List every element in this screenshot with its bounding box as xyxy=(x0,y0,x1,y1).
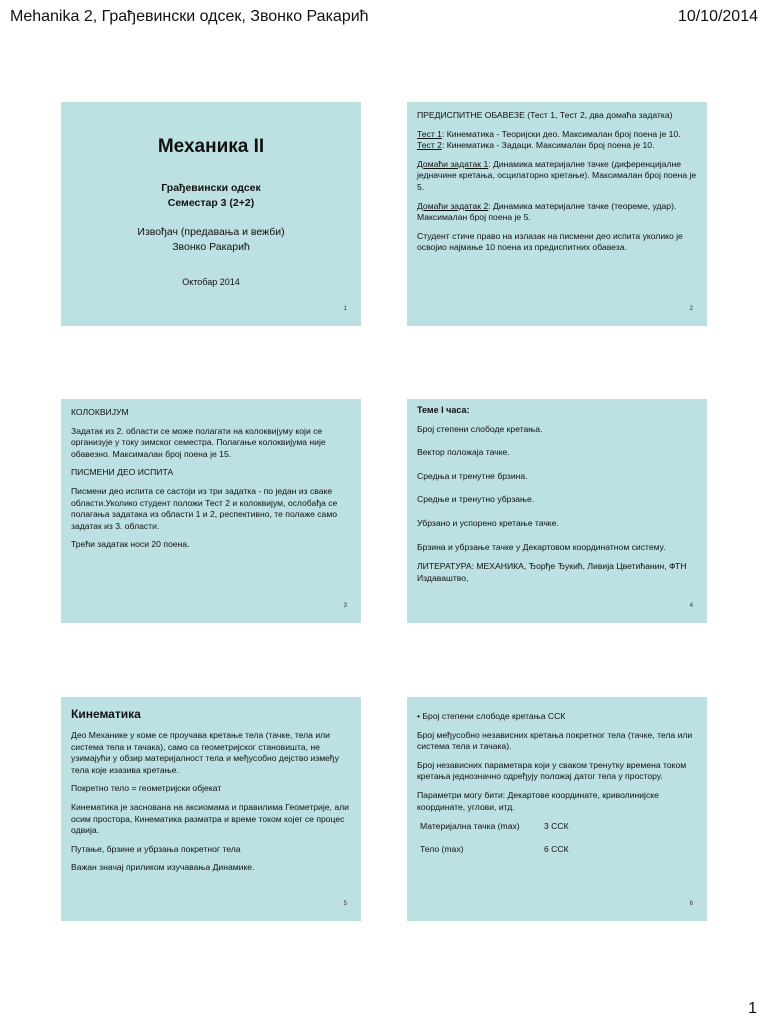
slide-3 xyxy=(61,399,361,623)
slide-number: 5 xyxy=(343,901,347,908)
colloquium-text: Задатак из 2. области се може полагати на колоквијуму који се организује у току зимског семестра. Полагање колоквијума није обавезно. Максималан број поена је 15. xyxy=(71,425,326,459)
slide-number: 6 xyxy=(689,901,693,908)
list-item: Важан значај приликом изучавања Динамике. xyxy=(71,862,255,873)
written-exam-heading: ПИСМЕНИ ДЕО ИСПИТА xyxy=(71,467,174,478)
slide-number: 3 xyxy=(343,603,347,610)
department: Грађевински одсек xyxy=(161,182,261,194)
list-item: Брзина и убрзање тачке у Декартовом координатном систему. xyxy=(417,541,666,552)
author-role: Извођач (предавања и вежби) xyxy=(137,226,285,238)
written-exam-text: Писмени део испита се састоји из три задатка - по један из сваке области.Уколико студент положи Тест 2 и колоквијум, ослобађа се полагања задатака из области 1 и 2, респективно, те полаже само задатак из 3. области. xyxy=(71,485,338,531)
slide-1-subtitle xyxy=(71,181,351,211)
homework-1-item xyxy=(417,159,697,194)
list-item: • Број степени слободе кретања ССК xyxy=(417,711,566,721)
page-number: 1 xyxy=(748,1000,757,1017)
document-header-date: 10/10/2014 xyxy=(677,8,758,25)
test-1-text: : Кинематика - Теоријски део. Максималан број поена је 10. xyxy=(441,128,681,139)
slide-1-title: Механика II xyxy=(157,136,265,157)
homework-2-text: : Динамика материјалне тачке (теореме, удар). Максималан број поена је 5. xyxy=(417,200,677,223)
dof-row-value: 3 ССК xyxy=(544,821,569,832)
dof-row-label: Материјална тачка (max) xyxy=(420,821,520,832)
homework-1-text: : Динамика материјалне тачке (диференцијалне једначине кретања, осцилаторно кретање). Максималан број поена је 5. xyxy=(417,158,697,192)
third-task-text: Трећи задатак носи 20 поена. xyxy=(71,539,190,550)
list-item: Убрзано и успорено кретање тачке. xyxy=(417,517,559,528)
list-item: Вектор положаја тачке. xyxy=(417,447,510,458)
exam-eligibility: Студент стиче право на излазак на писмени део испита уколико је освојио најмање 10 поена из предиспитних обавеза. xyxy=(417,230,683,253)
slide-5-title: Кинематика xyxy=(71,707,141,721)
slide-2-heading: ПРЕДИСПИТНЕ ОБАВЕЗЕ (Тест 1, Тест 2, два домаћа задатка) xyxy=(417,110,673,120)
dof-row-label: Тело (max) xyxy=(420,843,464,854)
list-item: Део Механике у коме се проучава кретање тела (тачке, тела или система тела и тачака), само са геометријског становишта, не узимајући у обзир материјалност тела и међусобно дејство између тела које изазива кретање. xyxy=(71,730,340,775)
list-item: Средња и тренутне брзина. xyxy=(417,470,528,481)
slide-2 xyxy=(407,102,707,326)
slide-number: 4 xyxy=(689,603,693,610)
list-item: Средње и тренутно убрзање. xyxy=(417,494,535,505)
slide-5 xyxy=(61,697,361,921)
author-name: Звонко Ракарић xyxy=(172,241,250,253)
document-header-title: Mehanika 2, Грађевински одсек, Звонко Ракарић xyxy=(10,8,369,25)
list-item: Број независних параметара који у сваком тренутку времена током кретања једнозначно одређују положај датог тела у простору. xyxy=(417,759,687,782)
slide-6 xyxy=(407,697,707,921)
homework-2-label: Домаћи задатак 2 xyxy=(417,200,489,211)
dof-row xyxy=(420,821,697,833)
list-item: Путање, брзине и убрзања покретног тела xyxy=(71,843,241,854)
homework-1-label: Домаћи задатак 1 xyxy=(417,158,489,169)
slide-1-author xyxy=(71,225,351,255)
test-1-label: Тест 1 xyxy=(417,128,442,139)
slide-1-date: Октобар 2014 xyxy=(182,277,240,287)
slide-4-heading: Теме I часа: xyxy=(417,405,470,415)
test-1-item xyxy=(417,129,697,152)
slide-1 xyxy=(61,102,361,326)
dof-row xyxy=(420,844,697,856)
slide-number: 2 xyxy=(689,306,693,313)
list-item: Параметри могу бити: Декартове координате, криволинијске координате, углови, итд. xyxy=(417,789,659,812)
homework-2-item xyxy=(417,201,697,224)
slide-number: 1 xyxy=(343,306,347,313)
list-item: Број међусобно независних кретања покретног тела (тачке, тела или система тела и тачака). xyxy=(417,729,693,752)
list-item: Број степени слободе кретања. xyxy=(417,423,543,434)
test-2-text: : Кинематика - Задаци. Максималан број поена је 10. xyxy=(441,140,655,151)
semester: Семестар 3 (2+2) xyxy=(167,197,255,209)
slide-4 xyxy=(407,399,707,623)
literature-item: ЛИТЕРАТУРА: МЕХАНИКА, Ђорђе Ђукић, Ливија Цветићанин, ФТН Издаваштво, xyxy=(417,561,687,583)
colloquium-heading: КОЛОКВИЈУМ xyxy=(71,407,129,417)
list-item: Покретно тело = геометријски објекат xyxy=(71,783,222,794)
list-item: Кинематика је заснована на аксиомама и правилима Геометрије, али осим простора, Кинематика разматра и време током којег се процес одвија. xyxy=(71,801,349,836)
dof-row-value: 6 ССК xyxy=(544,843,569,854)
test-2-label: Тест 2 xyxy=(417,140,442,151)
